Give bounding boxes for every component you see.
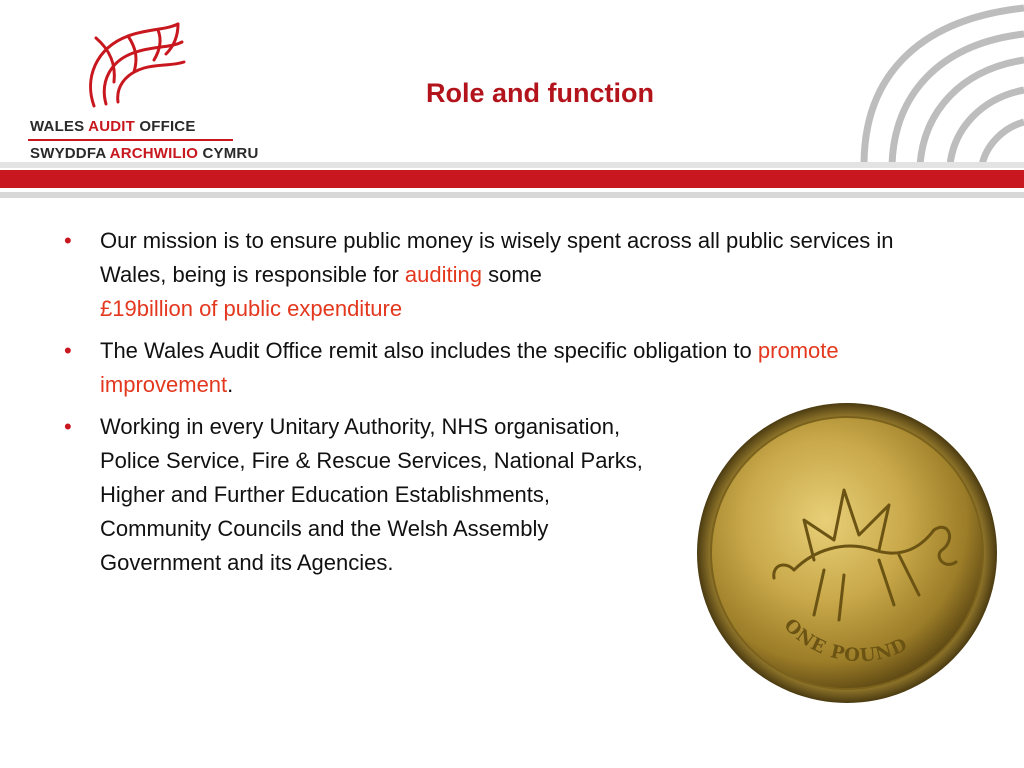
coin-inscription: ONE POUND bbox=[779, 614, 912, 667]
logo-divider bbox=[28, 139, 233, 141]
header-band-red bbox=[0, 170, 1024, 188]
pound-coin-image bbox=[694, 400, 1000, 706]
highlight-improvement: promote improvement bbox=[100, 338, 839, 397]
highlight-expenditure: £19billion of public expenditure bbox=[100, 296, 403, 321]
bullet-mission: • Our mission is to ensure public money is wisely spent across all public services in Wales, being is responsible for auditing some £19billion of public expenditure bbox=[64, 224, 964, 326]
bullet-remit: • The Wales Audit Office remit also includes the specific obligation to promote improvement. bbox=[64, 334, 964, 402]
dragon-wing-logo-icon bbox=[66, 18, 196, 113]
header-band-light bbox=[0, 162, 1024, 168]
logo-welsh-name: SWYDDFA ARCHWILIO CYMRU bbox=[30, 145, 259, 162]
highlight-auditing: auditing bbox=[404, 262, 482, 287]
header-band-grey bbox=[0, 192, 1024, 198]
bullet-coverage: • Working in every Unitary Authority, NHS organisation, Police Service, Fire & Rescue Services, National Parks, Higher and Further Education Establishments, Community Councils and the Welsh Assembly Government and its Agencies. bbox=[64, 410, 660, 580]
decorative-curves-graphic bbox=[854, 0, 1024, 165]
wales-audit-office-logo bbox=[18, 18, 259, 166]
bullet-marker: • bbox=[64, 338, 72, 363]
logo-english-name: WALES AUDIT OFFICE bbox=[30, 118, 196, 135]
slide-title: Role and function bbox=[426, 78, 654, 108]
bullet-marker: • bbox=[64, 414, 72, 439]
bullet-marker: • bbox=[64, 228, 72, 253]
